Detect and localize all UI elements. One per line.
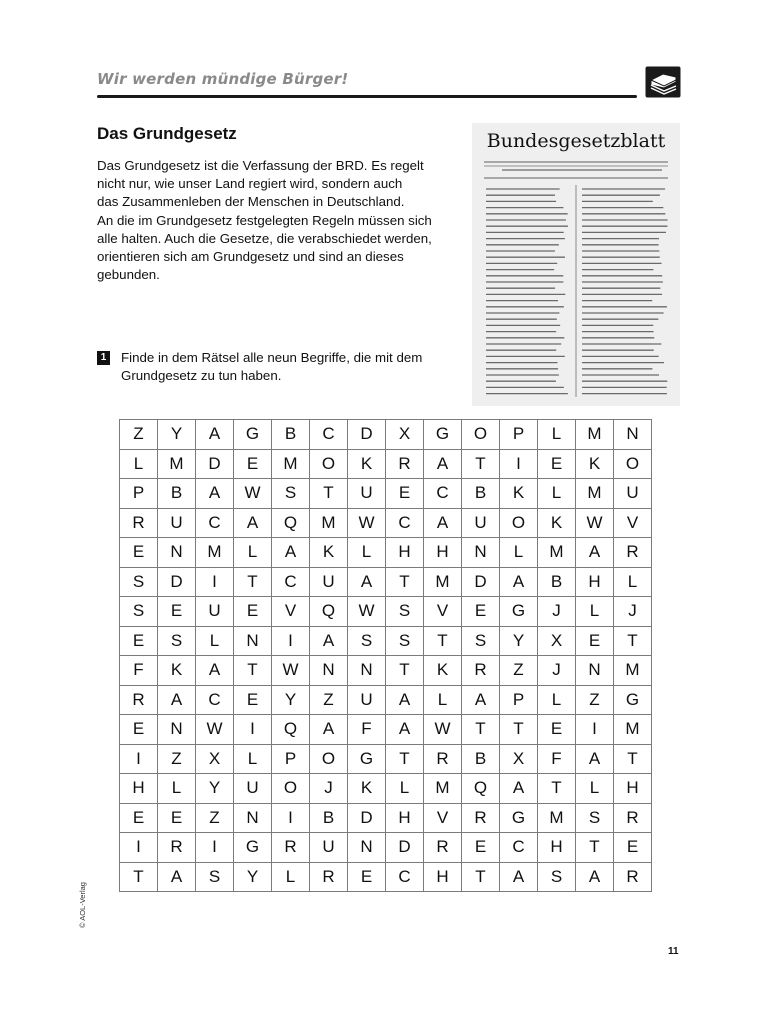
puzzle-cell[interactable]: A: [348, 567, 386, 597]
puzzle-cell[interactable]: M: [158, 449, 196, 479]
puzzle-cell[interactable]: E: [120, 803, 158, 833]
puzzle-cell[interactable]: A: [234, 508, 272, 538]
puzzle-row: [120, 833, 652, 863]
puzzle-cell[interactable]: O: [310, 449, 348, 479]
task-line: Grundgesetz zu tun haben.: [121, 368, 282, 384]
puzzle-cell[interactable]: G: [348, 744, 386, 774]
puzzle-cell[interactable]: B: [462, 479, 500, 509]
puzzle-cell[interactable]: A: [576, 744, 614, 774]
puzzle-cell[interactable]: C: [196, 685, 234, 715]
puzzle-cell[interactable]: M: [576, 420, 614, 450]
puzzle-cell[interactable]: A: [424, 449, 462, 479]
puzzle-cell[interactable]: A: [310, 715, 348, 745]
intro-text: [97, 157, 459, 284]
puzzle-cell[interactable]: V: [272, 597, 310, 627]
puzzle-cell[interactable]: Z: [158, 744, 196, 774]
puzzle-cell[interactable]: S: [576, 803, 614, 833]
puzzle-cell[interactable]: I: [500, 449, 538, 479]
puzzle-cell[interactable]: N: [310, 656, 348, 686]
puzzle-cell[interactable]: C: [310, 420, 348, 450]
puzzle-row: [120, 567, 652, 597]
book-icon: [645, 66, 681, 98]
puzzle-cell[interactable]: E: [158, 803, 196, 833]
puzzle-cell[interactable]: F: [538, 744, 576, 774]
puzzle-cell[interactable]: R: [462, 656, 500, 686]
puzzle-cell[interactable]: E: [614, 833, 652, 863]
puzzle-cell[interactable]: D: [386, 833, 424, 863]
puzzle-cell[interactable]: H: [538, 833, 576, 863]
puzzle-cell[interactable]: J: [614, 597, 652, 627]
puzzle-cell[interactable]: X: [386, 420, 424, 450]
puzzle-cell[interactable]: A: [500, 774, 538, 804]
puzzle-cell[interactable]: N: [462, 538, 500, 568]
puzzle-cell[interactable]: U: [196, 597, 234, 627]
puzzle-cell[interactable]: B: [272, 420, 310, 450]
puzzle-cell[interactable]: A: [576, 538, 614, 568]
puzzle-cell[interactable]: E: [462, 833, 500, 863]
puzzle-cell[interactable]: B: [158, 479, 196, 509]
puzzle-cell[interactable]: H: [614, 774, 652, 804]
intro-line: Das Grundgesetz ist die Verfassung der BRD. Es regelt: [97, 158, 424, 173]
puzzle-cell[interactable]: N: [158, 538, 196, 568]
puzzle-cell[interactable]: L: [120, 449, 158, 479]
puzzle-cell[interactable]: K: [158, 656, 196, 686]
page-number: 11: [668, 946, 679, 957]
puzzle-cell[interactable]: J: [310, 774, 348, 804]
puzzle-cell[interactable]: A: [196, 656, 234, 686]
puzzle-cell[interactable]: N: [348, 656, 386, 686]
puzzle-cell[interactable]: C: [386, 862, 424, 892]
puzzle-cell[interactable]: L: [348, 538, 386, 568]
puzzle-cell[interactable]: A: [158, 685, 196, 715]
puzzle-cell[interactable]: E: [462, 597, 500, 627]
puzzle-cell[interactable]: S: [158, 626, 196, 656]
puzzle-cell[interactable]: D: [462, 567, 500, 597]
puzzle-cell[interactable]: U: [348, 685, 386, 715]
puzzle-cell[interactable]: Z: [120, 420, 158, 450]
puzzle-cell[interactable]: I: [120, 833, 158, 863]
header-title: Wir werden mündige Bürger!: [97, 70, 349, 88]
puzzle-cell[interactable]: V: [614, 508, 652, 538]
puzzle-cell[interactable]: E: [158, 597, 196, 627]
puzzle-cell[interactable]: B: [538, 567, 576, 597]
puzzle-cell[interactable]: G: [424, 420, 462, 450]
puzzle-cell[interactable]: A: [196, 420, 234, 450]
puzzle-cell[interactable]: R: [424, 744, 462, 774]
puzzle-cell[interactable]: L: [234, 538, 272, 568]
task-number-badge: 1: [97, 351, 110, 365]
puzzle-cell[interactable]: H: [424, 538, 462, 568]
puzzle-cell[interactable]: K: [500, 479, 538, 509]
puzzle-row: [120, 420, 652, 450]
puzzle-cell[interactable]: Q: [272, 715, 310, 745]
puzzle-cell[interactable]: V: [424, 597, 462, 627]
puzzle-row: [120, 685, 652, 715]
puzzle-cell[interactable]: G: [234, 420, 272, 450]
puzzle-cell[interactable]: M: [310, 508, 348, 538]
puzzle-cell[interactable]: S: [386, 626, 424, 656]
puzzle-cell[interactable]: C: [386, 508, 424, 538]
puzzle-cell[interactable]: I: [120, 744, 158, 774]
puzzle-cell[interactable]: U: [310, 567, 348, 597]
puzzle-cell[interactable]: I: [196, 833, 234, 863]
puzzle-cell[interactable]: Q: [462, 774, 500, 804]
puzzle-cell[interactable]: J: [538, 656, 576, 686]
copyright-notice: © AOL-Verlag: [78, 882, 87, 928]
puzzle-cell[interactable]: R: [120, 508, 158, 538]
puzzle-row: [120, 449, 652, 479]
puzzle-cell[interactable]: T: [462, 715, 500, 745]
puzzle-cell[interactable]: C: [272, 567, 310, 597]
puzzle-row: [120, 508, 652, 538]
puzzle-cell[interactable]: T: [234, 567, 272, 597]
intro-line: das Zusammenleben der Menschen in Deutschland.: [97, 194, 405, 210]
puzzle-cell[interactable]: U: [348, 479, 386, 509]
puzzle-cell[interactable]: M: [424, 774, 462, 804]
puzzle-cell[interactable]: A: [272, 538, 310, 568]
puzzle-cell[interactable]: Z: [576, 685, 614, 715]
puzzle-cell[interactable]: M: [196, 538, 234, 568]
puzzle-cell[interactable]: S: [538, 862, 576, 892]
puzzle-cell[interactable]: R: [310, 862, 348, 892]
puzzle-cell[interactable]: E: [576, 626, 614, 656]
puzzle-cell[interactable]: A: [196, 479, 234, 509]
newspaper-masthead: Bundesgesetzblatt: [486, 130, 666, 152]
puzzle-cell[interactable]: L: [272, 862, 310, 892]
puzzle-cell[interactable]: H: [424, 862, 462, 892]
puzzle-cell[interactable]: R: [120, 685, 158, 715]
puzzle-cell[interactable]: A: [424, 508, 462, 538]
puzzle-cell[interactable]: E: [120, 715, 158, 745]
word-search-grid: [119, 419, 652, 892]
newspaper-image: [472, 123, 680, 406]
puzzle-cell[interactable]: S: [386, 597, 424, 627]
puzzle-cell[interactable]: O: [462, 420, 500, 450]
puzzle-cell[interactable]: D: [196, 449, 234, 479]
puzzle-cell[interactable]: L: [424, 685, 462, 715]
puzzle-cell[interactable]: D: [348, 803, 386, 833]
puzzle-cell[interactable]: T: [462, 862, 500, 892]
puzzle-cell[interactable]: L: [576, 597, 614, 627]
puzzle-cell[interactable]: Y: [500, 626, 538, 656]
puzzle-row: [120, 656, 652, 686]
intro-line: gebunden.: [97, 267, 160, 283]
puzzle-cell[interactable]: U: [310, 833, 348, 863]
header-rule: [97, 95, 637, 98]
puzzle-cell[interactable]: O: [310, 744, 348, 774]
puzzle-cell[interactable]: H: [386, 803, 424, 833]
puzzle-cell[interactable]: M: [576, 479, 614, 509]
puzzle-cell[interactable]: Y: [158, 420, 196, 450]
puzzle-cell[interactable]: T: [120, 862, 158, 892]
puzzle-cell[interactable]: X: [538, 626, 576, 656]
puzzle-cell[interactable]: K: [538, 508, 576, 538]
puzzle-cell[interactable]: G: [500, 803, 538, 833]
puzzle-cell[interactable]: Y: [234, 862, 272, 892]
puzzle-cell[interactable]: W: [348, 597, 386, 627]
puzzle-row: [120, 803, 652, 833]
puzzle-cell[interactable]: O: [500, 508, 538, 538]
puzzle-cell[interactable]: H: [386, 538, 424, 568]
puzzle-cell[interactable]: B: [310, 803, 348, 833]
puzzle-cell[interactable]: T: [614, 744, 652, 774]
puzzle-cell[interactable]: R: [462, 803, 500, 833]
puzzle-cell[interactable]: U: [462, 508, 500, 538]
puzzle-cell[interactable]: O: [614, 449, 652, 479]
puzzle-cell[interactable]: S: [348, 626, 386, 656]
puzzle-cell[interactable]: F: [348, 715, 386, 745]
puzzle-cell[interactable]: C: [424, 479, 462, 509]
puzzle-cell[interactable]: F: [120, 656, 158, 686]
puzzle-row: [120, 626, 652, 656]
puzzle-cell[interactable]: S: [120, 597, 158, 627]
puzzle-cell[interactable]: I: [272, 626, 310, 656]
puzzle-cell[interactable]: I: [576, 715, 614, 745]
puzzle-cell[interactable]: N: [576, 656, 614, 686]
puzzle-cell[interactable]: C: [500, 833, 538, 863]
puzzle-cell[interactable]: E: [386, 479, 424, 509]
puzzle-cell[interactable]: Z: [310, 685, 348, 715]
puzzle-cell[interactable]: M: [538, 538, 576, 568]
puzzle-cell[interactable]: R: [272, 833, 310, 863]
puzzle-cell[interactable]: M: [272, 449, 310, 479]
puzzle-cell[interactable]: K: [348, 774, 386, 804]
puzzle-cell[interactable]: P: [272, 744, 310, 774]
puzzle-cell[interactable]: A: [500, 567, 538, 597]
puzzle-cell[interactable]: R: [424, 833, 462, 863]
puzzle-cell[interactable]: E: [348, 862, 386, 892]
puzzle-cell[interactable]: H: [120, 774, 158, 804]
puzzle-cell[interactable]: T: [500, 715, 538, 745]
puzzle-cell[interactable]: L: [196, 626, 234, 656]
puzzle-cell[interactable]: L: [538, 479, 576, 509]
puzzle-cell[interactable]: E: [538, 715, 576, 745]
puzzle-cell[interactable]: U: [234, 774, 272, 804]
puzzle-cell[interactable]: P: [120, 479, 158, 509]
puzzle-cell[interactable]: Y: [272, 685, 310, 715]
puzzle-cell[interactable]: A: [158, 862, 196, 892]
puzzle-cell[interactable]: T: [424, 626, 462, 656]
puzzle-cell[interactable]: L: [614, 567, 652, 597]
puzzle-cell[interactable]: L: [576, 774, 614, 804]
puzzle-cell[interactable]: A: [386, 715, 424, 745]
puzzle-cell[interactable]: R: [614, 538, 652, 568]
puzzle-cell[interactable]: R: [614, 803, 652, 833]
puzzle-row: [120, 774, 652, 804]
puzzle-cell[interactable]: W: [234, 479, 272, 509]
puzzle-cell[interactable]: W: [196, 715, 234, 745]
puzzle-row: [120, 538, 652, 568]
puzzle-cell[interactable]: Z: [196, 803, 234, 833]
puzzle-cell[interactable]: R: [386, 449, 424, 479]
section-title: Das Grundgesetz: [97, 124, 237, 143]
puzzle-cell[interactable]: S: [196, 862, 234, 892]
puzzle-cell[interactable]: C: [196, 508, 234, 538]
task-line: Finde in dem Rätsel alle neun Begriffe, die mit dem: [121, 350, 423, 365]
puzzle-cell[interactable]: Q: [272, 508, 310, 538]
puzzle-cell[interactable]: E: [234, 597, 272, 627]
puzzle-cell[interactable]: D: [348, 420, 386, 450]
puzzle-cell[interactable]: A: [576, 862, 614, 892]
puzzle-cell[interactable]: E: [120, 538, 158, 568]
puzzle-cell[interactable]: O: [272, 774, 310, 804]
puzzle-cell[interactable]: T: [462, 449, 500, 479]
puzzle-cell[interactable]: S: [120, 567, 158, 597]
puzzle-cell[interactable]: Y: [196, 774, 234, 804]
puzzle-cell[interactable]: B: [462, 744, 500, 774]
puzzle-cell[interactable]: G: [614, 685, 652, 715]
puzzle-cell[interactable]: W: [576, 508, 614, 538]
puzzle-cell[interactable]: R: [614, 862, 652, 892]
puzzle-cell[interactable]: T: [614, 626, 652, 656]
puzzle-cell[interactable]: W: [348, 508, 386, 538]
puzzle-cell[interactable]: P: [500, 420, 538, 450]
puzzle-cell[interactable]: A: [386, 685, 424, 715]
puzzle-cell[interactable]: K: [348, 449, 386, 479]
task-instruction: [97, 349, 457, 386]
puzzle-cell[interactable]: G: [234, 833, 272, 863]
puzzle-row: [120, 479, 652, 509]
puzzle-cell[interactable]: E: [234, 449, 272, 479]
puzzle-cell[interactable]: U: [614, 479, 652, 509]
puzzle-cell[interactable]: E: [120, 626, 158, 656]
puzzle-cell[interactable]: N: [614, 420, 652, 450]
puzzle-cell[interactable]: U: [158, 508, 196, 538]
puzzle-cell[interactable]: E: [538, 449, 576, 479]
puzzle-cell[interactable]: X: [500, 744, 538, 774]
puzzle-cell[interactable]: I: [196, 567, 234, 597]
puzzle-cell[interactable]: V: [424, 803, 462, 833]
puzzle-cell[interactable]: T: [310, 479, 348, 509]
puzzle-cell[interactable]: P: [500, 685, 538, 715]
puzzle-cell[interactable]: L: [538, 420, 576, 450]
intro-line: nicht nur, wie unser Land regiert wird, sondern auch: [97, 176, 403, 192]
puzzle-cell[interactable]: M: [614, 715, 652, 745]
puzzle-cell[interactable]: T: [386, 744, 424, 774]
puzzle-row: [120, 715, 652, 745]
puzzle-cell[interactable]: I: [234, 715, 272, 745]
intro-line: alle halten. Auch die Gesetze, die verabschiedet werden,: [97, 230, 432, 246]
puzzle-cell[interactable]: M: [614, 656, 652, 686]
puzzle-cell[interactable]: L: [234, 744, 272, 774]
puzzle-row: [120, 597, 652, 627]
newspaper-text-columns: [472, 123, 680, 406]
puzzle-cell[interactable]: T: [386, 567, 424, 597]
puzzle-cell[interactable]: H: [576, 567, 614, 597]
puzzle-cell[interactable]: Z: [500, 656, 538, 686]
intro-line: orientieren sich am Grundgesetz und sind an dieses: [97, 249, 404, 265]
puzzle-cell[interactable]: I: [272, 803, 310, 833]
puzzle-cell[interactable]: Q: [310, 597, 348, 627]
puzzle-cell[interactable]: W: [424, 715, 462, 745]
puzzle-cell[interactable]: G: [500, 597, 538, 627]
puzzle-cell[interactable]: K: [424, 656, 462, 686]
puzzle-cell[interactable]: X: [196, 744, 234, 774]
puzzle-cell[interactable]: E: [234, 685, 272, 715]
puzzle-cell[interactable]: A: [310, 626, 348, 656]
puzzle-cell[interactable]: W: [272, 656, 310, 686]
puzzle-cell[interactable]: N: [348, 833, 386, 863]
puzzle-cell[interactable]: A: [462, 685, 500, 715]
puzzle-cell[interactable]: T: [234, 656, 272, 686]
puzzle-cell[interactable]: N: [234, 803, 272, 833]
puzzle-cell[interactable]: D: [158, 567, 196, 597]
puzzle-cell[interactable]: K: [310, 538, 348, 568]
puzzle-row: [120, 862, 652, 892]
puzzle-cell[interactable]: M: [424, 567, 462, 597]
puzzle-cell[interactable]: L: [538, 685, 576, 715]
puzzle-cell[interactable]: A: [500, 862, 538, 892]
puzzle-row: [120, 744, 652, 774]
intro-line: An die im Grundgesetz festgelegten Regeln müssen sich: [97, 212, 432, 228]
puzzle-cell[interactable]: T: [386, 656, 424, 686]
puzzle-cell[interactable]: L: [500, 538, 538, 568]
puzzle-cell[interactable]: N: [158, 715, 196, 745]
puzzle-cell[interactable]: M: [538, 803, 576, 833]
puzzle-cell[interactable]: L: [158, 774, 196, 804]
puzzle-cell[interactable]: N: [234, 626, 272, 656]
puzzle-cell[interactable]: R: [158, 833, 196, 863]
puzzle-cell[interactable]: L: [386, 774, 424, 804]
puzzle-cell[interactable]: T: [538, 774, 576, 804]
puzzle-cell[interactable]: S: [462, 626, 500, 656]
puzzle-cell[interactable]: S: [272, 479, 310, 509]
puzzle-cell[interactable]: K: [576, 449, 614, 479]
puzzle-cell[interactable]: J: [538, 597, 576, 627]
puzzle-cell[interactable]: T: [576, 833, 614, 863]
